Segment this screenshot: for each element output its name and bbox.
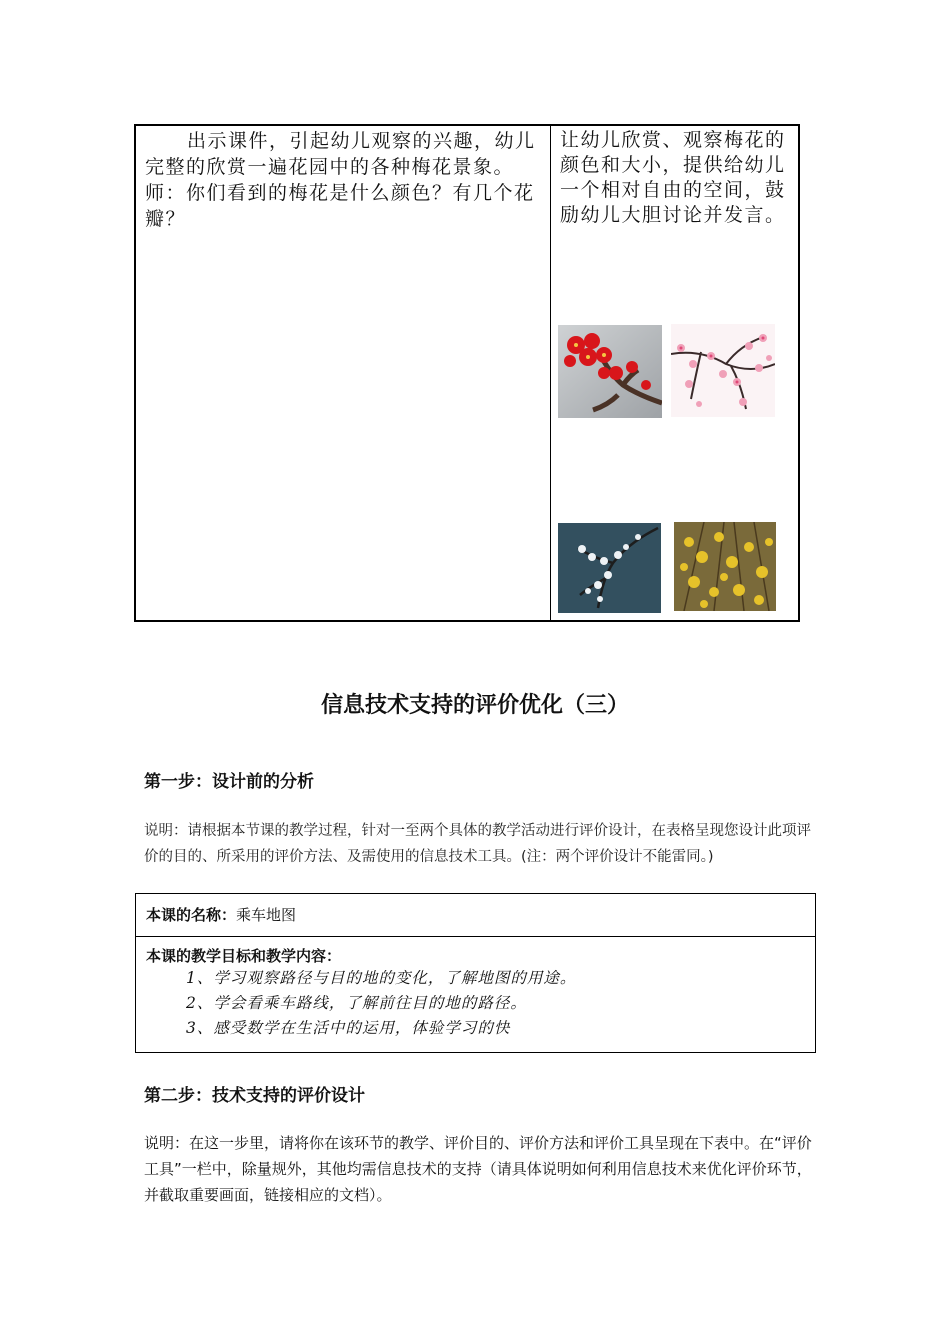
- course-name-label: 本课的名称：: [146, 906, 237, 924]
- teacher-question: 师：你们看到的梅花是什么颜色？有几个花瓣？: [145, 182, 535, 230]
- section-title: 信息技术支持的评价优化（三）: [320, 693, 629, 718]
- step2-note: 说明：在这一步里，请将你在该环节的教学、评价目的、评价方法和评价工具呈现在下表中。在“评价工具”一栏中，除量规外，其他均需信息技术的支持（请具体说明如何利用信息技术来优化评价环节，并截取重要画面，链接相应的文档）。: [144, 1134, 812, 1204]
- red-plum-blossom-photo: [558, 325, 662, 418]
- white-plum-blossom-photo: [558, 523, 661, 613]
- course-name-row: [136, 894, 815, 937]
- step1-note: 说明：请根据本节课的教学过程，针对一至两个具体的教学活动进行评价设计，在表格呈现您设计此项评价的目的、所采用的评价方法、及需使用的信息技术工具。(注：两个评价设计不能雷同。): [144, 823, 811, 865]
- pink-plum-blossom-photo: [671, 324, 775, 417]
- course-goal-item: 2、学会看乘车路线，了解前往目的地的路径。: [186, 994, 527, 1012]
- course-goals-label: 本课的教学目标和教学内容：: [146, 947, 342, 965]
- activity-process-cell: [136, 126, 551, 620]
- step1-heading: 第一步：设计前的分析: [144, 772, 314, 792]
- yellow-plum-blossom-photo: [674, 522, 776, 611]
- step2-heading: 第二步：技术支持的评价设计: [144, 1086, 365, 1106]
- course-goals-row: [136, 937, 815, 1052]
- course-goal-item: 3、感受数学在生活中的运用，体验学习的快: [186, 1019, 511, 1037]
- course-name-value: 乘车地图: [236, 906, 297, 924]
- activity-paragraph: 出示课件，引起幼儿观察的兴趣，幼儿完整的欣赏一遍花园中的各种梅花景象。: [145, 130, 536, 178]
- purpose-text: 让幼儿欣赏、观察梅花的颜色和大小，提供给幼儿一个相对自由的空间，鼓励幼儿大胆讨论并发言。: [560, 129, 786, 226]
- course-goal-item: 1、学习观察路径与目的地的变化，了解地图的用途。: [186, 969, 577, 987]
- course-table: [135, 893, 816, 1053]
